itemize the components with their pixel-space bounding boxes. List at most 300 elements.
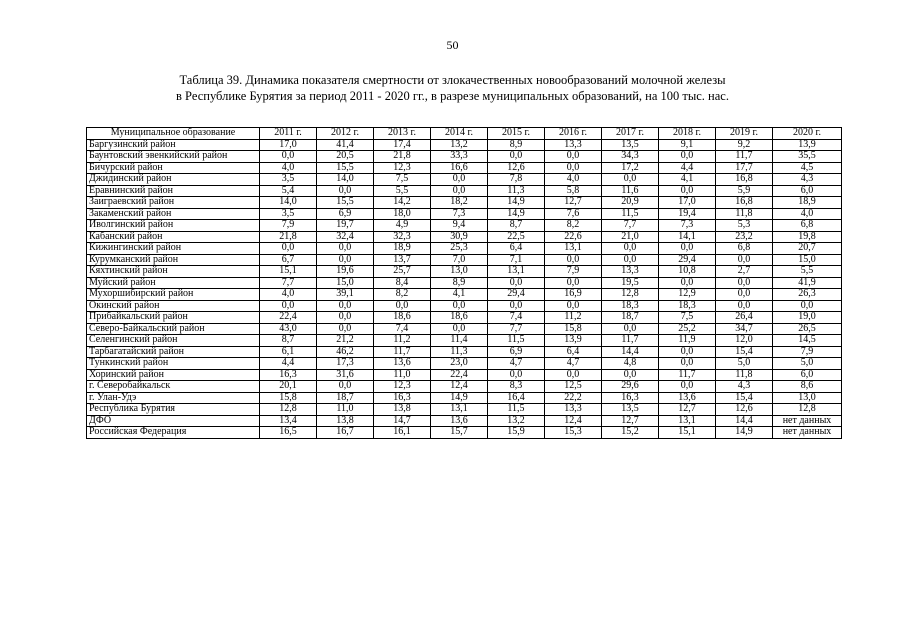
municipality-cell: Джидинский район (87, 174, 260, 186)
table-row (87, 151, 842, 163)
column-header-year: 2020 г. (773, 128, 842, 140)
column-header-year: 2017 г. (602, 128, 659, 140)
value-cell: 22,4 (431, 369, 488, 381)
value-cell: 18,6 (431, 312, 488, 324)
value-cell: 0,0 (431, 300, 488, 312)
table-row (87, 208, 842, 220)
value-cell: 15,1 (260, 266, 317, 278)
value-cell: 0,0 (317, 381, 374, 393)
value-cell: 12,4 (431, 381, 488, 393)
column-header-year: 2016 г. (545, 128, 602, 140)
value-cell: 16,7 (317, 427, 374, 439)
value-cell: нет данных (773, 427, 842, 439)
value-cell: 11,5 (602, 208, 659, 220)
value-cell: 19,0 (773, 312, 842, 324)
value-cell: 11,3 (488, 185, 545, 197)
value-cell: 12,6 (716, 404, 773, 416)
value-cell: 8,3 (488, 381, 545, 393)
value-cell: 21,8 (374, 151, 431, 163)
value-cell: 26,3 (773, 289, 842, 301)
table-row (87, 335, 842, 347)
value-cell: 22,5 (488, 231, 545, 243)
value-cell: 12,5 (545, 381, 602, 393)
value-cell: 13,2 (431, 139, 488, 151)
value-cell: 11,2 (545, 312, 602, 324)
value-cell: 15,5 (317, 197, 374, 209)
municipality-cell: ДФО (87, 415, 260, 427)
value-cell: 11,5 (488, 335, 545, 347)
value-cell: 33,3 (431, 151, 488, 163)
table-row (87, 381, 842, 393)
value-cell: 13,9 (773, 139, 842, 151)
table-title (0, 72, 905, 104)
value-cell: 21,0 (602, 231, 659, 243)
value-cell: 18,3 (602, 300, 659, 312)
value-cell: 4,8 (602, 358, 659, 370)
municipality-cell: Кижингинский район (87, 243, 260, 255)
value-cell: 4,7 (545, 358, 602, 370)
value-cell: 6,9 (488, 346, 545, 358)
column-header-year: 2018 г. (659, 128, 716, 140)
value-cell: 7,7 (488, 323, 545, 335)
value-cell: 8,6 (773, 381, 842, 393)
value-cell: 21,2 (317, 335, 374, 347)
value-cell: 16,5 (260, 427, 317, 439)
value-cell: 13,2 (488, 415, 545, 427)
value-cell: 20,7 (773, 243, 842, 255)
municipality-cell: Селенгинский район (87, 335, 260, 347)
value-cell: 10,8 (659, 266, 716, 278)
value-cell: 0,0 (317, 243, 374, 255)
value-cell: 5,0 (716, 358, 773, 370)
value-cell: 3,5 (260, 208, 317, 220)
value-cell: 25,7 (374, 266, 431, 278)
table-row (87, 220, 842, 232)
value-cell: 14,0 (317, 174, 374, 186)
value-cell: 7,8 (488, 174, 545, 186)
value-cell: 26,5 (773, 323, 842, 335)
header-row (87, 128, 842, 140)
value-cell: 17,7 (716, 162, 773, 174)
table-row (87, 289, 842, 301)
value-cell: 0,0 (488, 300, 545, 312)
table-header (87, 128, 842, 140)
table-row (87, 300, 842, 312)
value-cell: 0,0 (659, 185, 716, 197)
value-cell: 11,3 (431, 346, 488, 358)
table-title-line-1: Таблица 39. Динамика показателя смертности от злокачественных новообразований молочной железы (179, 73, 726, 87)
value-cell: 5,0 (773, 358, 842, 370)
value-cell: 7,3 (659, 220, 716, 232)
value-cell: 14,7 (374, 415, 431, 427)
value-cell: 11,5 (488, 404, 545, 416)
value-cell: 13,3 (545, 139, 602, 151)
value-cell: 13,8 (374, 404, 431, 416)
value-cell: 19,6 (317, 266, 374, 278)
municipality-cell: Республика Бурятия (87, 404, 260, 416)
value-cell: 26,4 (716, 312, 773, 324)
value-cell: 15,4 (716, 392, 773, 404)
table-row (87, 312, 842, 324)
value-cell: 7,5 (659, 312, 716, 324)
value-cell: 16,1 (374, 427, 431, 439)
value-cell: 13,8 (317, 415, 374, 427)
value-cell: 12,0 (716, 335, 773, 347)
value-cell: 6,4 (488, 243, 545, 255)
column-header-year: 2015 г. (488, 128, 545, 140)
value-cell: 18,9 (773, 197, 842, 209)
value-cell: 0,0 (260, 151, 317, 163)
value-cell: 4,0 (260, 289, 317, 301)
value-cell: 4,0 (260, 162, 317, 174)
value-cell: 22,4 (260, 312, 317, 324)
value-cell: 8,7 (488, 220, 545, 232)
municipality-cell: Иволгинский район (87, 220, 260, 232)
municipality-cell: Российская Федерация (87, 427, 260, 439)
value-cell: 7,3 (431, 208, 488, 220)
value-cell: 12,4 (545, 415, 602, 427)
value-cell: 14,4 (602, 346, 659, 358)
column-header-year: 2014 г. (431, 128, 488, 140)
value-cell: 23,0 (431, 358, 488, 370)
value-cell: 12,7 (545, 197, 602, 209)
table-row (87, 358, 842, 370)
value-cell: 11,7 (716, 151, 773, 163)
value-cell: 11,7 (659, 369, 716, 381)
value-cell: 34,7 (716, 323, 773, 335)
table-row (87, 174, 842, 186)
column-header-year: 2013 г. (374, 128, 431, 140)
value-cell: 0,0 (773, 300, 842, 312)
value-cell: 13,0 (431, 266, 488, 278)
value-cell: 13,6 (374, 358, 431, 370)
table-title-line-2: в Республике Бурятия за период 2011 - 2020 гг., в разрезе муниципальных образований, на 100 тыс. нас. (176, 89, 729, 103)
value-cell: 0,0 (431, 185, 488, 197)
table-row (87, 197, 842, 209)
value-cell: 5,8 (545, 185, 602, 197)
value-cell: 11,0 (317, 404, 374, 416)
value-cell: 4,3 (773, 174, 842, 186)
value-cell: 0,0 (374, 300, 431, 312)
value-cell: 15,8 (545, 323, 602, 335)
value-cell: 11,8 (716, 208, 773, 220)
municipality-cell: Курумканский район (87, 254, 260, 266)
value-cell: 5,4 (260, 185, 317, 197)
value-cell: 0,0 (659, 277, 716, 289)
value-cell: 6,8 (773, 220, 842, 232)
value-cell: 11,7 (602, 335, 659, 347)
value-cell: 0,0 (431, 174, 488, 186)
value-cell: 21,8 (260, 231, 317, 243)
value-cell: 0,0 (659, 151, 716, 163)
value-cell: 13,7 (374, 254, 431, 266)
value-cell: 0,0 (602, 254, 659, 266)
value-cell: 11,7 (374, 346, 431, 358)
value-cell: 13,5 (602, 404, 659, 416)
value-cell: 12,7 (602, 415, 659, 427)
value-cell: 19,7 (317, 220, 374, 232)
value-cell: 4,4 (659, 162, 716, 174)
value-cell: 0,0 (716, 300, 773, 312)
value-cell: 29,4 (659, 254, 716, 266)
value-cell: 8,9 (431, 277, 488, 289)
value-cell: 0,0 (716, 254, 773, 266)
value-cell: 0,0 (545, 151, 602, 163)
municipality-cell: Мухоршибирский район (87, 289, 260, 301)
value-cell: 7,5 (374, 174, 431, 186)
value-cell: 0,0 (317, 185, 374, 197)
value-cell: 34,3 (602, 151, 659, 163)
table-row (87, 266, 842, 278)
municipality-cell: Баргузинский район (87, 139, 260, 151)
value-cell: 15,9 (488, 427, 545, 439)
municipality-cell: Баунтовский эвенкийский район (87, 151, 260, 163)
value-cell: 18,0 (374, 208, 431, 220)
value-cell: 4,5 (773, 162, 842, 174)
column-header-year: 2019 г. (716, 128, 773, 140)
value-cell: 3,5 (260, 174, 317, 186)
value-cell: 0,0 (716, 289, 773, 301)
table-row (87, 243, 842, 255)
value-cell: 18,7 (317, 392, 374, 404)
value-cell: 13,3 (545, 404, 602, 416)
value-cell: 15,7 (431, 427, 488, 439)
value-cell: 11,6 (602, 185, 659, 197)
table-row (87, 323, 842, 335)
municipality-cell: Муйский район (87, 277, 260, 289)
value-cell: 14,0 (260, 197, 317, 209)
value-cell: 14,9 (431, 392, 488, 404)
value-cell: 15,5 (317, 162, 374, 174)
value-cell: 11,0 (374, 369, 431, 381)
value-cell: 4,4 (260, 358, 317, 370)
value-cell: 5,5 (374, 185, 431, 197)
value-cell: 6,8 (716, 243, 773, 255)
value-cell: 7,1 (488, 254, 545, 266)
value-cell: 0,0 (317, 312, 374, 324)
value-cell: 0,0 (659, 346, 716, 358)
value-cell: 8,4 (374, 277, 431, 289)
value-cell: 17,4 (374, 139, 431, 151)
value-cell: 25,3 (431, 243, 488, 255)
value-cell: 30,9 (431, 231, 488, 243)
municipality-cell: Еравнинский район (87, 185, 260, 197)
value-cell: 13,6 (431, 415, 488, 427)
value-cell: 11,9 (659, 335, 716, 347)
municipality-cell: Северо-Байкальский район (87, 323, 260, 335)
municipality-cell: Окинский район (87, 300, 260, 312)
municipality-cell: г. Улан-Удэ (87, 392, 260, 404)
value-cell: 0,0 (545, 277, 602, 289)
value-cell: 2,7 (716, 266, 773, 278)
value-cell: 6,7 (260, 254, 317, 266)
table-row (87, 185, 842, 197)
table-row (87, 254, 842, 266)
value-cell: 0,0 (317, 254, 374, 266)
value-cell: 12,7 (659, 404, 716, 416)
column-header-year: 2012 г. (317, 128, 374, 140)
value-cell: 18,7 (602, 312, 659, 324)
value-cell: 14,9 (716, 427, 773, 439)
value-cell: 32,4 (317, 231, 374, 243)
column-header-municipality: Муниципальное образование (87, 128, 260, 140)
column-header-year: 2011 г. (260, 128, 317, 140)
value-cell: 13,3 (602, 266, 659, 278)
value-cell: 4,1 (659, 174, 716, 186)
value-cell: 17,2 (602, 162, 659, 174)
value-cell: 0,0 (317, 300, 374, 312)
value-cell: 25,2 (659, 323, 716, 335)
value-cell: 16,3 (602, 392, 659, 404)
page-number: 50 (446, 38, 459, 52)
value-cell: 20,5 (317, 151, 374, 163)
value-cell: 41,4 (317, 139, 374, 151)
value-cell: 0,0 (260, 243, 317, 255)
municipality-cell: Кяхтинский район (87, 266, 260, 278)
municipality-cell: Тарбагатайский район (87, 346, 260, 358)
table-row (87, 139, 842, 151)
value-cell: 0,0 (317, 323, 374, 335)
value-cell: 0,0 (602, 369, 659, 381)
table-row (87, 404, 842, 416)
value-cell: 13,1 (545, 243, 602, 255)
value-cell: 7,4 (374, 323, 431, 335)
value-cell: 9,1 (659, 139, 716, 151)
value-cell: 43,0 (260, 323, 317, 335)
value-cell: 11,4 (431, 335, 488, 347)
value-cell: 29,4 (488, 289, 545, 301)
value-cell: 14,4 (716, 415, 773, 427)
municipality-cell: Хоринский район (87, 369, 260, 381)
value-cell: 12,6 (488, 162, 545, 174)
value-cell: 0,0 (488, 277, 545, 289)
value-cell: 7,7 (260, 277, 317, 289)
value-cell: 46,2 (317, 346, 374, 358)
value-cell: 16,9 (545, 289, 602, 301)
value-cell: 12,8 (602, 289, 659, 301)
value-cell: 0,0 (602, 323, 659, 335)
value-cell: 31,6 (317, 369, 374, 381)
value-cell: 5,9 (716, 185, 773, 197)
value-cell: 4,9 (374, 220, 431, 232)
value-cell: 18,6 (374, 312, 431, 324)
value-cell: 41,9 (773, 277, 842, 289)
value-cell: 5,3 (716, 220, 773, 232)
value-cell: 0,0 (260, 300, 317, 312)
value-cell: 6,4 (545, 346, 602, 358)
value-cell: 13,1 (431, 404, 488, 416)
value-cell: 13,4 (260, 415, 317, 427)
value-cell: 0,0 (545, 162, 602, 174)
value-cell: 8,2 (374, 289, 431, 301)
value-cell: 0,0 (431, 323, 488, 335)
value-cell: 0,0 (545, 254, 602, 266)
value-cell: 6,1 (260, 346, 317, 358)
value-cell: 35,5 (773, 151, 842, 163)
value-cell: 20,9 (602, 197, 659, 209)
value-cell: 4,7 (488, 358, 545, 370)
value-cell: 23,2 (716, 231, 773, 243)
value-cell: 6,0 (773, 185, 842, 197)
table-body (87, 139, 842, 438)
value-cell: 16,8 (716, 197, 773, 209)
value-cell: 14,9 (488, 208, 545, 220)
value-cell: 16,3 (374, 392, 431, 404)
value-cell: 12,3 (374, 381, 431, 393)
value-cell: 4,0 (773, 208, 842, 220)
municipality-cell: Закаменский район (87, 208, 260, 220)
value-cell: 17,0 (659, 197, 716, 209)
value-cell: 12,8 (260, 404, 317, 416)
value-cell: 14,2 (374, 197, 431, 209)
value-cell: 20,1 (260, 381, 317, 393)
value-cell: 0,0 (545, 369, 602, 381)
value-cell: 18,9 (374, 243, 431, 255)
value-cell: 4,1 (431, 289, 488, 301)
value-cell: 11,2 (374, 335, 431, 347)
value-cell: 5,5 (773, 266, 842, 278)
value-cell: 14,1 (659, 231, 716, 243)
value-cell: 19,4 (659, 208, 716, 220)
value-cell: 13,6 (659, 392, 716, 404)
value-cell: 4,0 (545, 174, 602, 186)
table-row (87, 392, 842, 404)
table-row (87, 346, 842, 358)
value-cell: 15,0 (317, 277, 374, 289)
value-cell: 0,0 (545, 300, 602, 312)
value-cell: 18,3 (659, 300, 716, 312)
table-row (87, 277, 842, 289)
municipality-cell: Кабанский район (87, 231, 260, 243)
value-cell: 7,0 (431, 254, 488, 266)
value-cell: 18,2 (431, 197, 488, 209)
value-cell: 32,3 (374, 231, 431, 243)
value-cell: 15,3 (545, 427, 602, 439)
value-cell: 8,9 (488, 139, 545, 151)
value-cell: 12,3 (374, 162, 431, 174)
table-row (87, 231, 842, 243)
value-cell: 17,0 (260, 139, 317, 151)
municipality-cell: Тункинский район (87, 358, 260, 370)
municipality-cell: Прибайкальский район (87, 312, 260, 324)
value-cell: 6,0 (773, 369, 842, 381)
value-cell: 17,3 (317, 358, 374, 370)
value-cell: 39,1 (317, 289, 374, 301)
value-cell: 0,0 (659, 358, 716, 370)
value-cell: 9,2 (716, 139, 773, 151)
value-cell: 15,1 (659, 427, 716, 439)
value-cell: 15,2 (602, 427, 659, 439)
value-cell: 16,8 (716, 174, 773, 186)
table-row (87, 369, 842, 381)
value-cell: 7,7 (602, 220, 659, 232)
value-cell: 7,9 (773, 346, 842, 358)
value-cell: 12,9 (659, 289, 716, 301)
value-cell: 19,5 (602, 277, 659, 289)
value-cell: 22,2 (545, 392, 602, 404)
value-cell: 15,0 (773, 254, 842, 266)
value-cell: 8,2 (545, 220, 602, 232)
value-cell: нет данных (773, 415, 842, 427)
table-row (87, 162, 842, 174)
value-cell: 4,3 (716, 381, 773, 393)
value-cell: 8,7 (260, 335, 317, 347)
value-cell: 13,1 (488, 266, 545, 278)
value-cell: 7,4 (488, 312, 545, 324)
value-cell: 14,9 (488, 197, 545, 209)
mortality-table (86, 127, 842, 439)
value-cell: 7,9 (260, 220, 317, 232)
